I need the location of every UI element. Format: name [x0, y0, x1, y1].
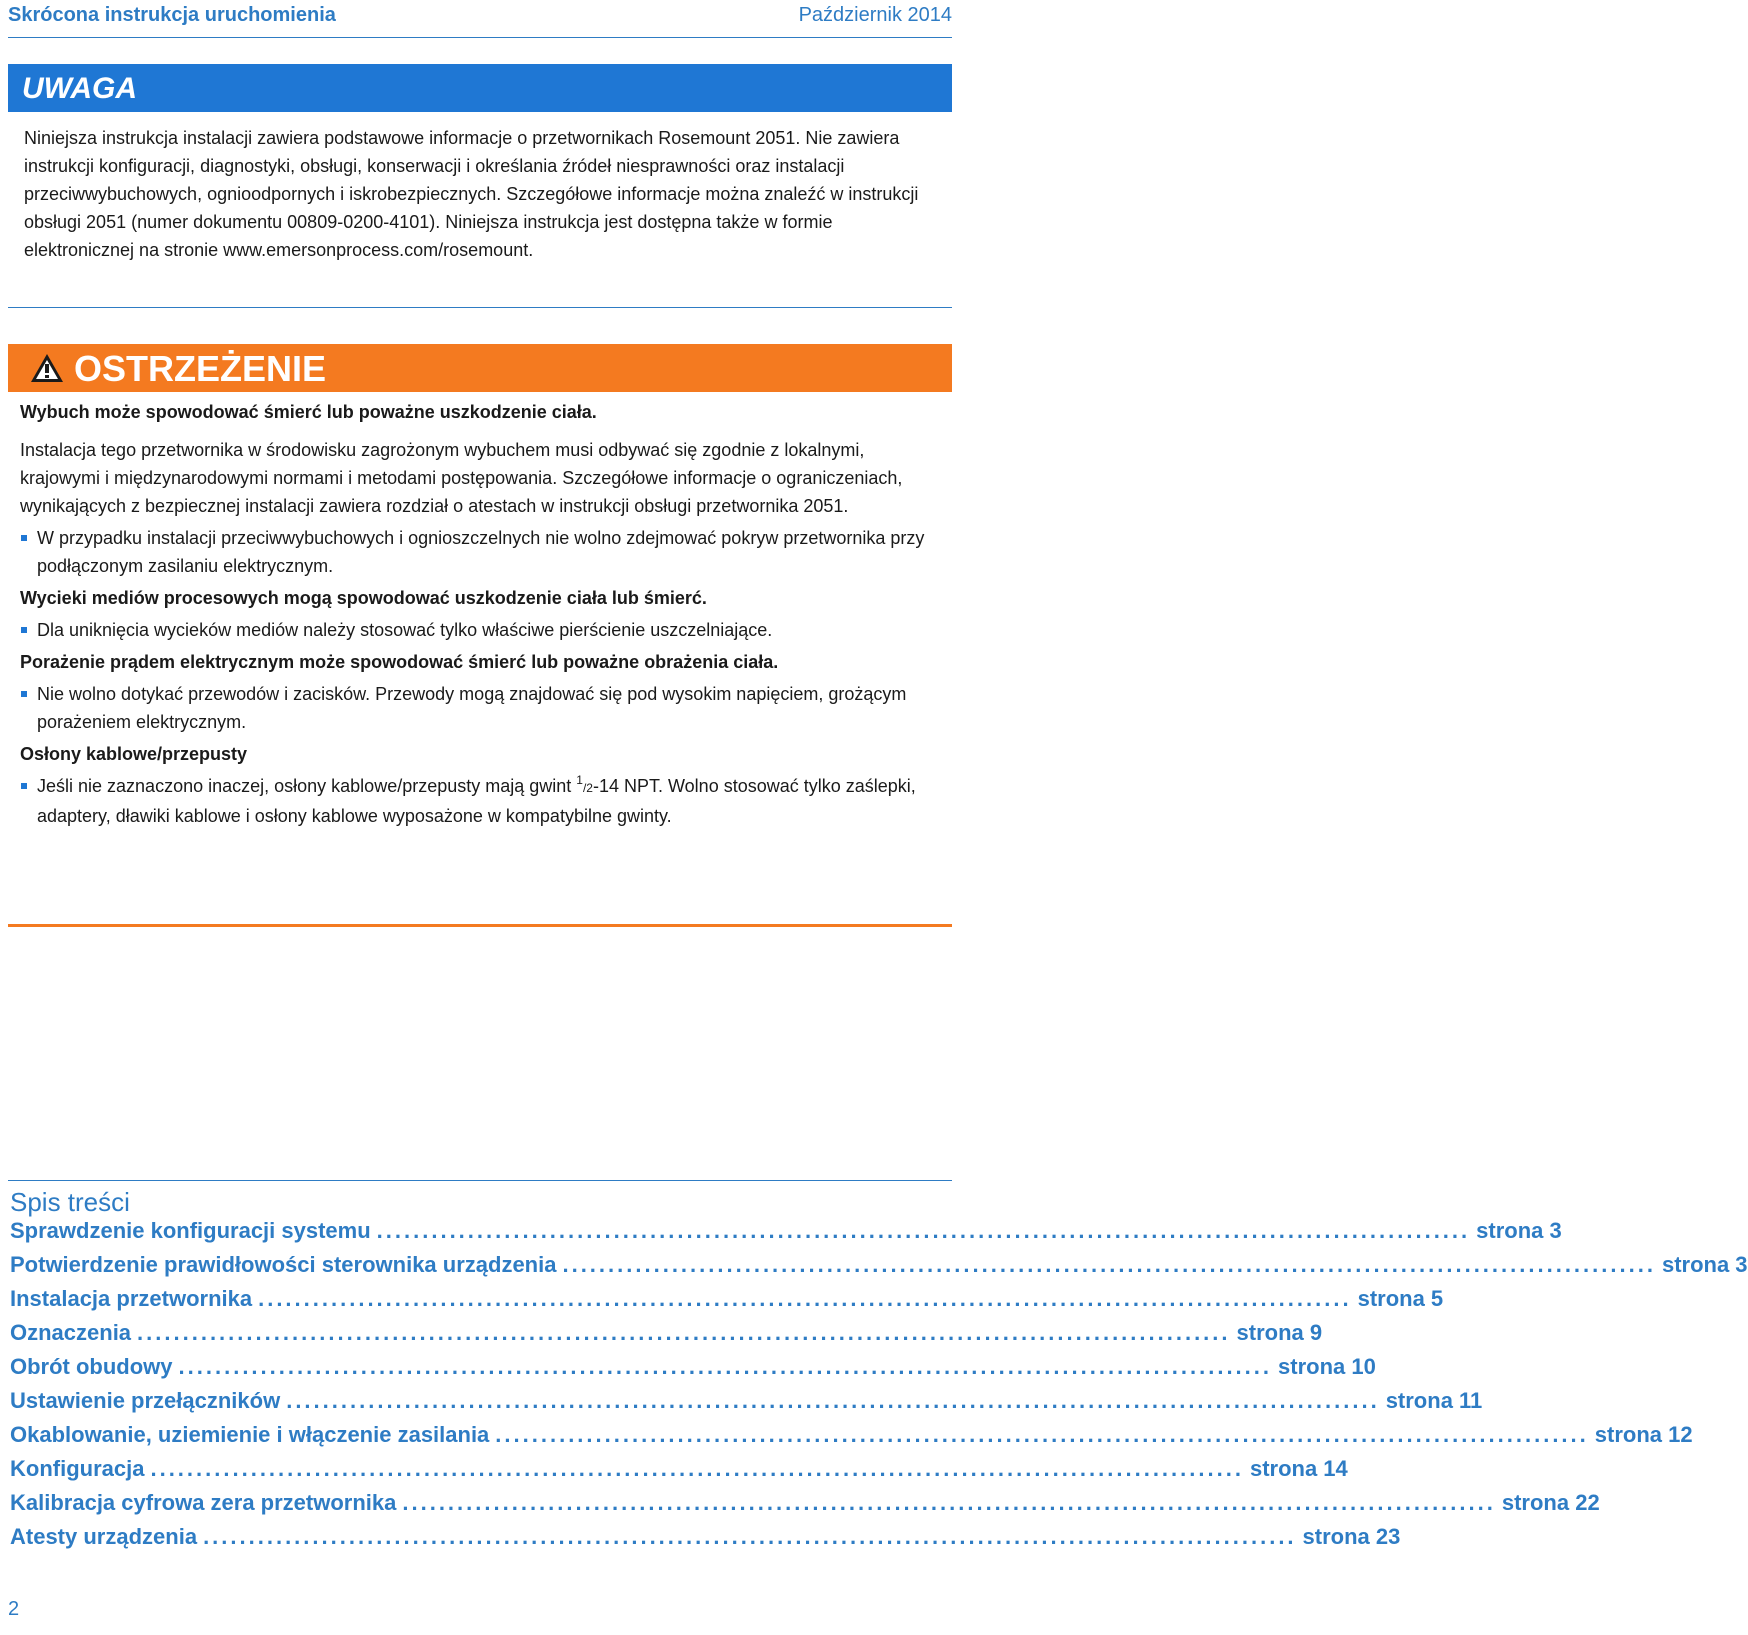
- toc-item-page: strona 5: [1357, 1286, 1444, 1311]
- toc-item-page: strona 11: [1385, 1388, 1483, 1413]
- toc-leader-dots: ........................................................................................................................: [495, 1422, 1589, 1447]
- list-item: [20, 524, 944, 580]
- toc-leader-dots: ........................................................................................................................: [286, 1388, 1380, 1413]
- warning-heading-explosion: Wybuch może spowodować śmierć lub poważne uszkodzenie ciała.: [20, 402, 597, 422]
- warning-body: [20, 398, 944, 830]
- toc-item[interactable]: [10, 1422, 1693, 1456]
- toc-item-label: Sprawdzenie konfiguracji systemu: [10, 1218, 371, 1243]
- notice-title: UWAGA: [22, 72, 137, 105]
- toc-item-page: strona 9: [1236, 1320, 1323, 1345]
- list-item: [20, 680, 944, 736]
- toc-leader-dots: ........................................................................................................................: [562, 1252, 1656, 1277]
- notice-banner: [8, 64, 952, 112]
- warning-heading-conduits: Osłony kablowe/przepusty: [20, 744, 248, 764]
- bullet-square-icon: [21, 535, 27, 541]
- warning-heading-leaks: Wycieki mediów procesowych mogą spowodować uszkodzenie ciała lub śmierć.: [20, 588, 707, 608]
- toc-item[interactable]: [10, 1456, 1348, 1490]
- toc-item[interactable]: [10, 1524, 1401, 1558]
- toc-item-page: strona 14: [1249, 1456, 1348, 1481]
- thread-fraction: /2: [582, 781, 593, 795]
- bullet-square-icon: [21, 783, 27, 789]
- toc-item-page: strona 3: [1661, 1252, 1748, 1277]
- toc-item[interactable]: [10, 1490, 1600, 1524]
- warning-heading-electric: Porażenie prądem elektrycznym może spowodować śmierć lub poważne obrażenia ciała.: [20, 652, 779, 672]
- toc-leader-dots: ........................................................................................................................: [258, 1286, 1352, 1311]
- warning-title: OSTRZEŻENIE: [74, 348, 327, 389]
- toc-item[interactable]: [10, 1320, 1323, 1354]
- toc-item-label: Atesty urządzenia: [10, 1524, 198, 1549]
- document-title: Skrócona instrukcja uruchomienia: [8, 4, 336, 26]
- toc-item-label: Ustawienie przełączników: [10, 1388, 281, 1413]
- toc-item[interactable]: [10, 1286, 1444, 1320]
- page-number: 2: [8, 1598, 20, 1620]
- list-item: [20, 772, 944, 830]
- toc-item-label: Obrót obudowy: [10, 1354, 173, 1379]
- list-item: [20, 616, 944, 644]
- toc-item-page: strona 10: [1278, 1354, 1376, 1379]
- page-header: [8, 0, 952, 38]
- toc-leader-dots: ........................................................................................................................: [137, 1320, 1231, 1345]
- warning-divider: [8, 924, 952, 927]
- toc-item-label: Oznaczenia: [10, 1320, 132, 1345]
- warning-triangle-icon: [30, 353, 64, 383]
- notice-text: Niniejsza instrukcja instalacji zawiera podstawowe informacje o przetwornikach Rosemount 2051. Nie zawiera instrukcji konfiguracji, diagnostyki, obsługi, konserwacji i określania źródeł niesprawności oraz instalacji przeciwwybuchowych, ognioodpornych i iskrobezpiecznych. Szczegółowe informacje można znaleźć w instrukcji obsługi 2051 (numer dokumentu 00809-0200-4101). Niniejsza instrukcja jest dostępna także w formie elektronicznej na stronie www.emersonprocess.com/rosemount.: [24, 128, 919, 260]
- toc-leader-dots: ........................................................................................................................: [150, 1456, 1244, 1481]
- warning-banner: [8, 344, 952, 392]
- toc-item-label: Kalibracja cyfrowa zera przetwornika: [10, 1490, 397, 1515]
- toc-item-page: strona 22: [1501, 1490, 1600, 1515]
- toc-leader-dots: ........................................................................................................................: [178, 1354, 1273, 1379]
- toc-item-label: Konfiguracja: [10, 1456, 145, 1481]
- bullet-text: Nie wolno dotykać przewodów i zacisków. Przewody mogą znajdować się pod wysokim napięciem, grożącym porażeniem elektrycznym.: [37, 684, 907, 732]
- bullet-square-icon: [21, 627, 27, 633]
- toc-item[interactable]: [10, 1354, 1376, 1388]
- toc-item-label: Okablowanie, uziemienie i włączenie zasilania: [10, 1422, 490, 1447]
- bullet-square-icon: [21, 691, 27, 697]
- toc-item-page: strona 12: [1594, 1422, 1693, 1447]
- toc-item[interactable]: [10, 1218, 1562, 1252]
- toc-item-page: strona 3: [1476, 1218, 1562, 1243]
- notice-divider: [8, 307, 952, 308]
- toc-leader-dots: ........................................................................................................................: [376, 1218, 1471, 1243]
- toc-list: [8, 1218, 1748, 1558]
- bullet-text: W przypadku instalacji przeciwwybuchowych i ognioszczelnych nie wolno zdejmować pokryw przetwornika przy podłączonym zasilaniu elektrycznym.: [37, 528, 925, 576]
- toc-item-page: strona 23: [1302, 1524, 1401, 1549]
- toc-item-label: Potwierdzenie prawidłowości sterownika urządzenia: [10, 1252, 557, 1277]
- toc-item[interactable]: [10, 1252, 1748, 1286]
- toc-title: Spis treści: [10, 1187, 130, 1217]
- toc-leader-dots: ........................................................................................................................: [402, 1490, 1496, 1515]
- thread-superscript: 1: [576, 773, 583, 787]
- warning-paragraph: Instalacja tego przetwornika w środowisku zagrożonym wybuchem musi odbywać się zgodnie z lokalnymi, krajowymi i międzynarodowymi normami i metodami postępowania. Szczegółowe informacje o ograniczeniach, wynikających z bezpiecznej instalacji zawiera rozdział o atestach w instrukcji obsługi przetwornika 2051.: [20, 440, 903, 516]
- toc-item[interactable]: [10, 1388, 1483, 1422]
- bullet-text-pre: Jeśli nie zaznaczono inaczej, osłony kablowe/przepusty mają gwint: [37, 776, 577, 796]
- document-date: Październik 2014: [798, 4, 952, 26]
- bullet-text-post: -14 NPT. Wolno stosować tylko zaślepki, adaptery, dławiki kablowe i osłony kablowe wyposażone w kompatybilne gwinty.: [37, 776, 916, 826]
- toc-leader-dots: ........................................................................................................................: [203, 1524, 1297, 1549]
- table-of-contents: [8, 1180, 1748, 1558]
- bullet-text: Dla uniknięcia wycieków mediów należy stosować tylko właściwe pierścienie uszczelniające.: [37, 620, 773, 640]
- toc-item-label: Instalacja przetwornika: [10, 1286, 253, 1311]
